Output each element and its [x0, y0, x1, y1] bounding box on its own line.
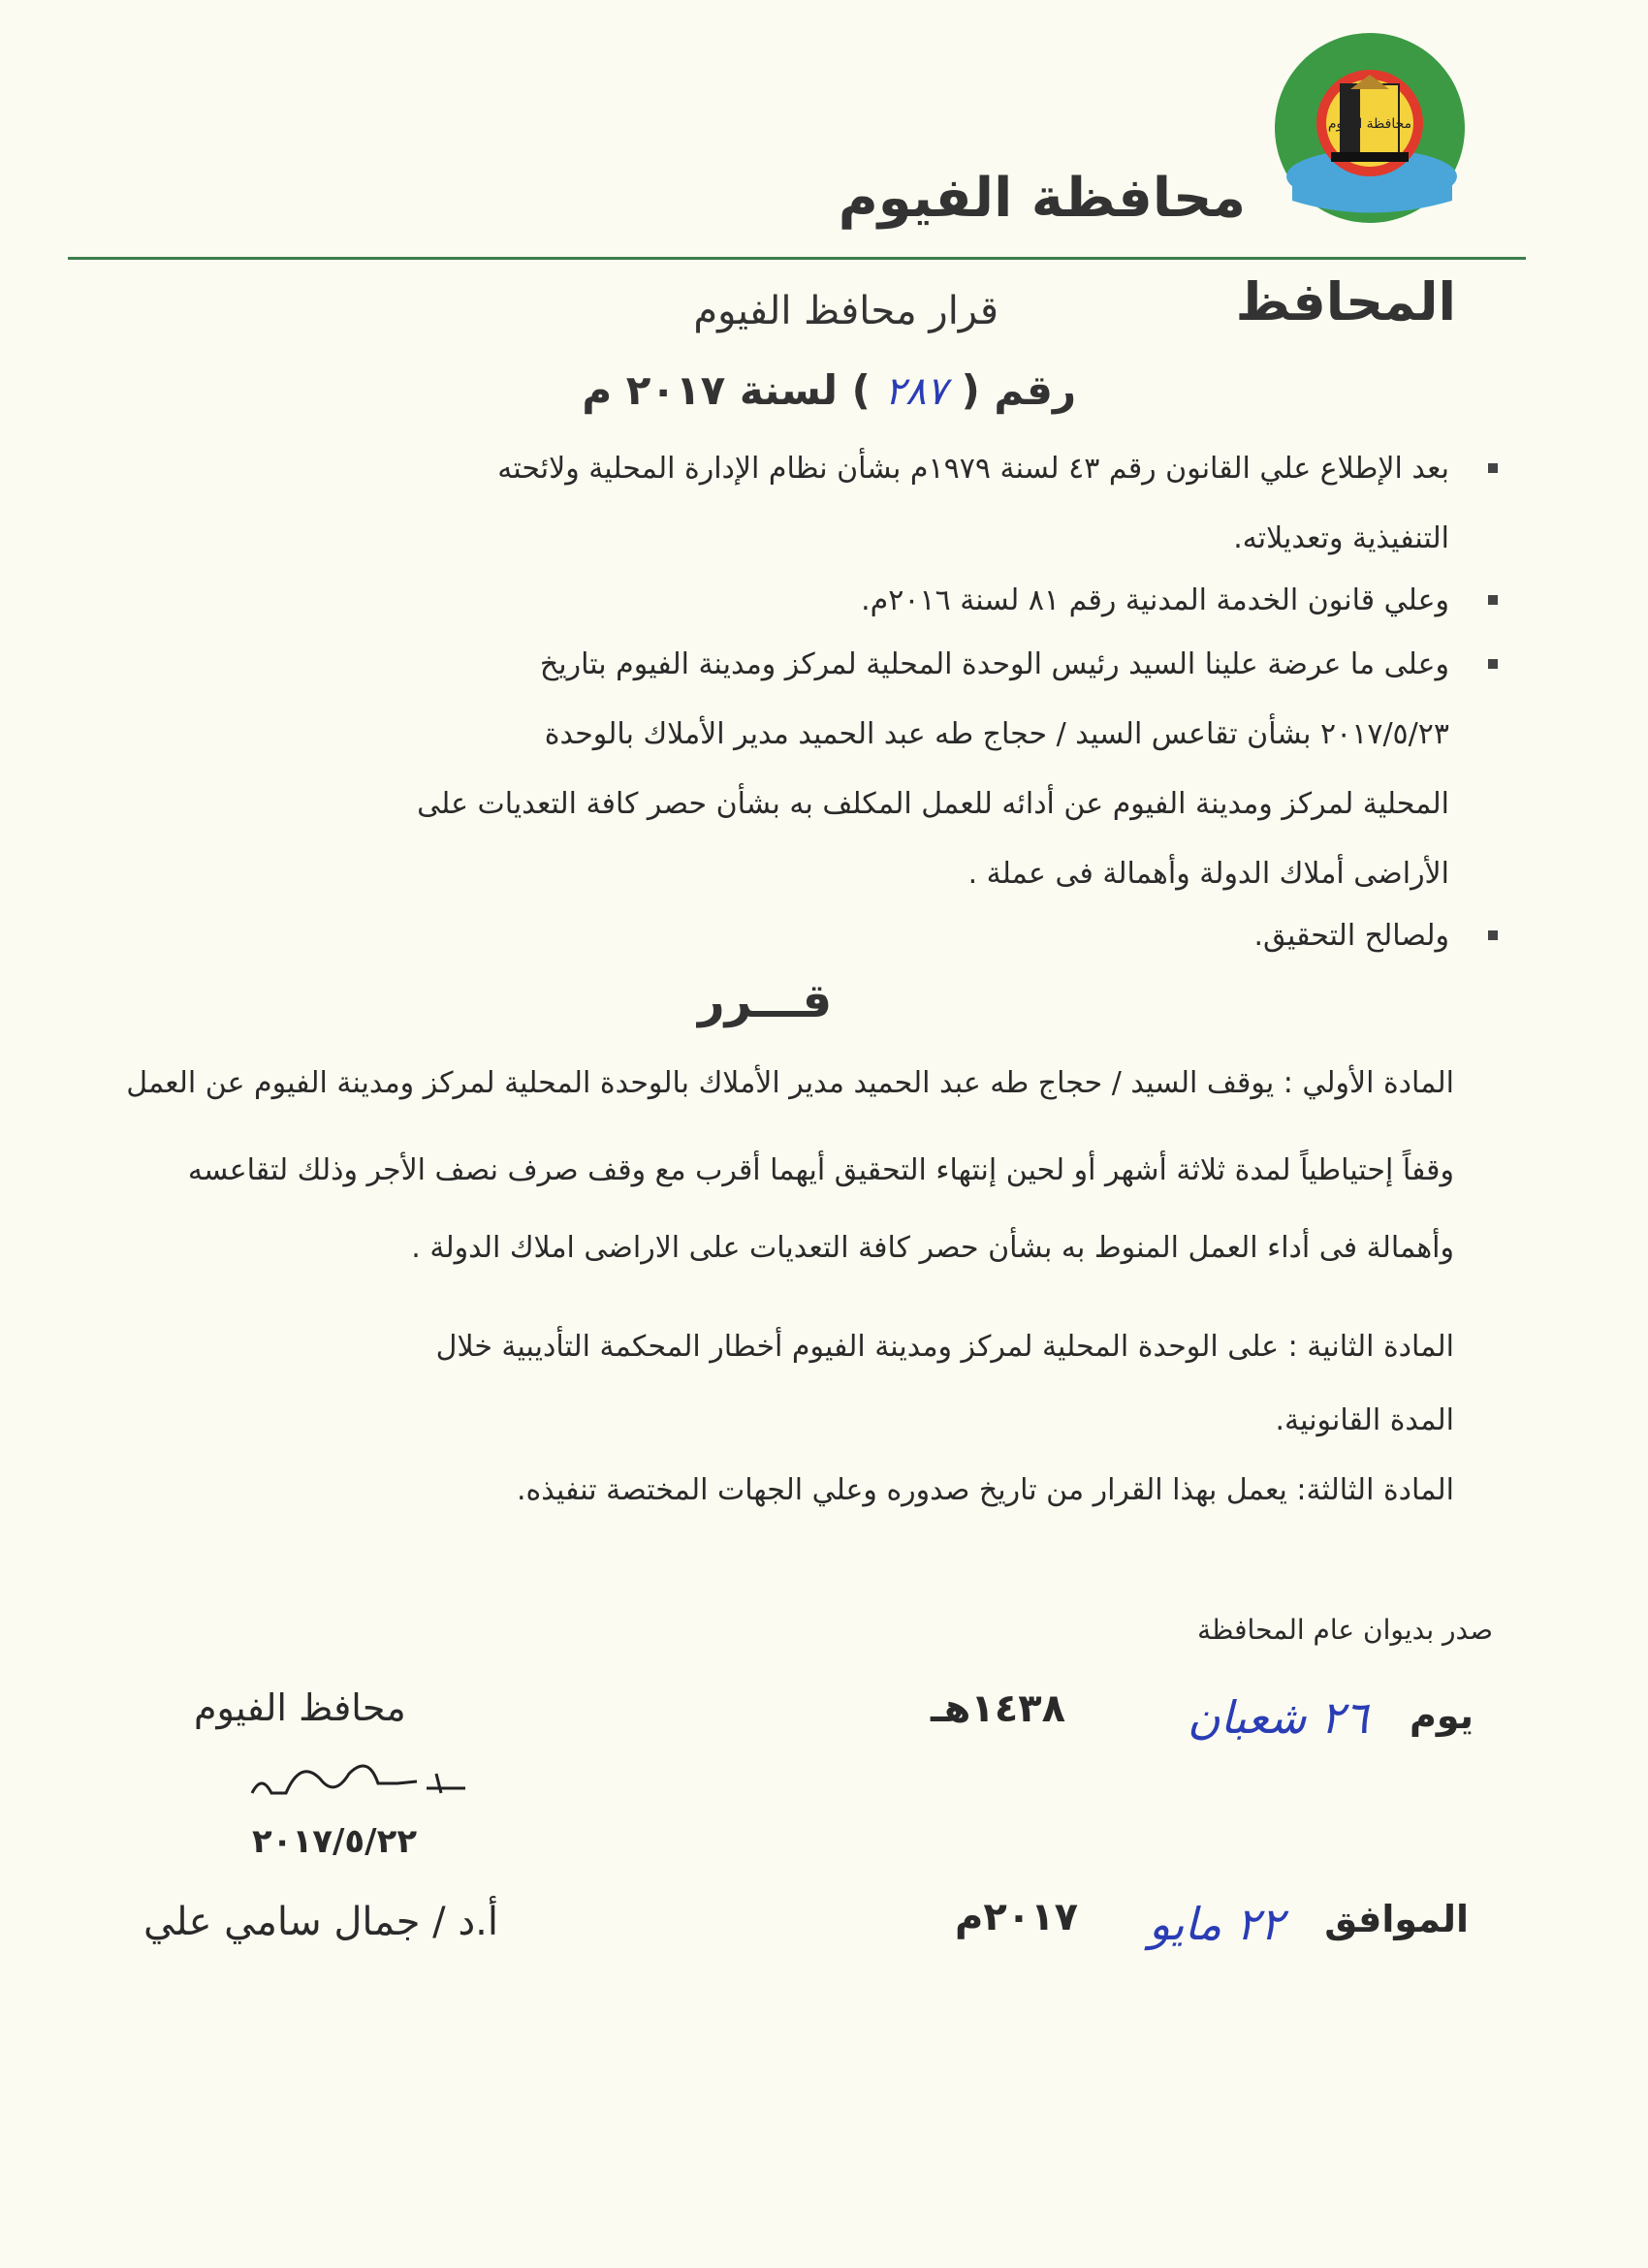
logo-text: محافظة الفيوم: [1327, 116, 1412, 132]
signature-date: ٢٠١٧/٥/٢٢: [252, 1822, 418, 1861]
preamble-line: ولصالح التحقيق.: [1253, 919, 1449, 953]
governorate-name: محافظة الفيوم: [838, 167, 1246, 230]
decision-title: قرار محافظ الفيوم: [693, 289, 998, 333]
decision-number: [582, 366, 1076, 414]
governorate-logo: [1273, 31, 1467, 225]
preamble-line: الأراضى أملاك الدولة وأهمالة فى عملة .: [967, 857, 1449, 891]
issuance-note: صدر بديوان عام المحافظة: [1197, 1614, 1493, 1646]
preamble-line: المحلية لمركز ومدينة الفيوم عن أدائه للعمل المكلف به بشأن حصر كافة التعديات على: [417, 787, 1449, 821]
office-label: المحافظ: [1235, 271, 1456, 332]
signature-mark: [242, 1754, 475, 1822]
greg-label: الموافق: [1324, 1898, 1469, 1940]
preamble-line: بعد الإطلاع علي القانون رقم ٤٣ لسنة ١٩٧٩م بشأن نظام الإدارة المحلية ولائحته: [497, 452, 1449, 486]
header-divider: [68, 257, 1526, 260]
article-second-line: المدة القانونية.: [1275, 1403, 1454, 1437]
preamble-item: [121, 434, 1449, 574]
preamble-line: وعلي قانون الخدمة المدنية رقم ٨١ لسنة ٢٠١٦م.: [861, 583, 1449, 617]
decided-heading: قـــرر: [698, 974, 833, 1028]
preamble-item: [121, 901, 1449, 971]
signatory-title: محافظ الفيوم: [194, 1686, 406, 1729]
article-first-line: المادة الأولي : يوقف السيد / حجاج طه عبد الحميد مدير الأملاك بالوحدة المحلية لمركز ومدينة الفيوم عن العمل: [126, 1066, 1454, 1100]
signatory-name: أ.د / جمال سامي علي: [143, 1900, 498, 1944]
article-first-line: وأهمالة فى أداء العمل المنوط به بشأن حصر كافة التعديات على الاراضى املاك الدولة .: [411, 1231, 1454, 1265]
bullet-square-icon: [1488, 930, 1498, 940]
bullet-square-icon: [1488, 595, 1498, 605]
number-prefix: رقم (: [961, 366, 1076, 414]
preamble-line: وعلى ما عرضة علينا السيد رئيس الوحدة المحلية لمركز ومدينة الفيوم بتاريخ: [539, 647, 1449, 681]
number-handwritten: ٢٨٧: [884, 369, 947, 414]
article-first-line: وقفاً إحتياطياً لمدة ثلاثة أشهر أو لحين إنتهاء التحقيق أيهما أقرب مع وقف صرف نصف الأجر وذلك لتقاعسه: [187, 1153, 1454, 1187]
greg-year: ٢٠١٧م: [955, 1895, 1078, 1939]
day-handwritten: ٢٦ شعبان: [1188, 1691, 1369, 1744]
article-second-line: المادة الثانية : على الوحدة المحلية لمركز ومدينة الفيوم أخطار المحكمة التأديبية خلال: [435, 1330, 1454, 1364]
bullet-square-icon: [1488, 463, 1498, 473]
hijri-year: ١٤٣٨هـ: [931, 1686, 1066, 1731]
bullet-square-icon: [1488, 659, 1498, 669]
number-suffix: ) لسنة ٢٠١٧ م: [582, 366, 871, 414]
preamble-item: [121, 566, 1449, 636]
article-third-line: المادة الثالثة: يعمل بهذا القرار من تاريخ صدوره وعلي الجهات المختصة تنفيذه.: [516, 1473, 1454, 1507]
preamble-item: [121, 630, 1449, 909]
greg-handwritten: ٢٢ مايو: [1149, 1898, 1284, 1950]
preamble-line: التنفيذية وتعديلاته.: [1233, 521, 1449, 555]
preamble-line: ٢٠١٧/٥/٢٣ بشأن تقاعس السيد / حجاج طه عبد الحميد مدير الأملاك بالوحدة: [544, 717, 1449, 751]
day-label: يوم: [1410, 1694, 1474, 1737]
